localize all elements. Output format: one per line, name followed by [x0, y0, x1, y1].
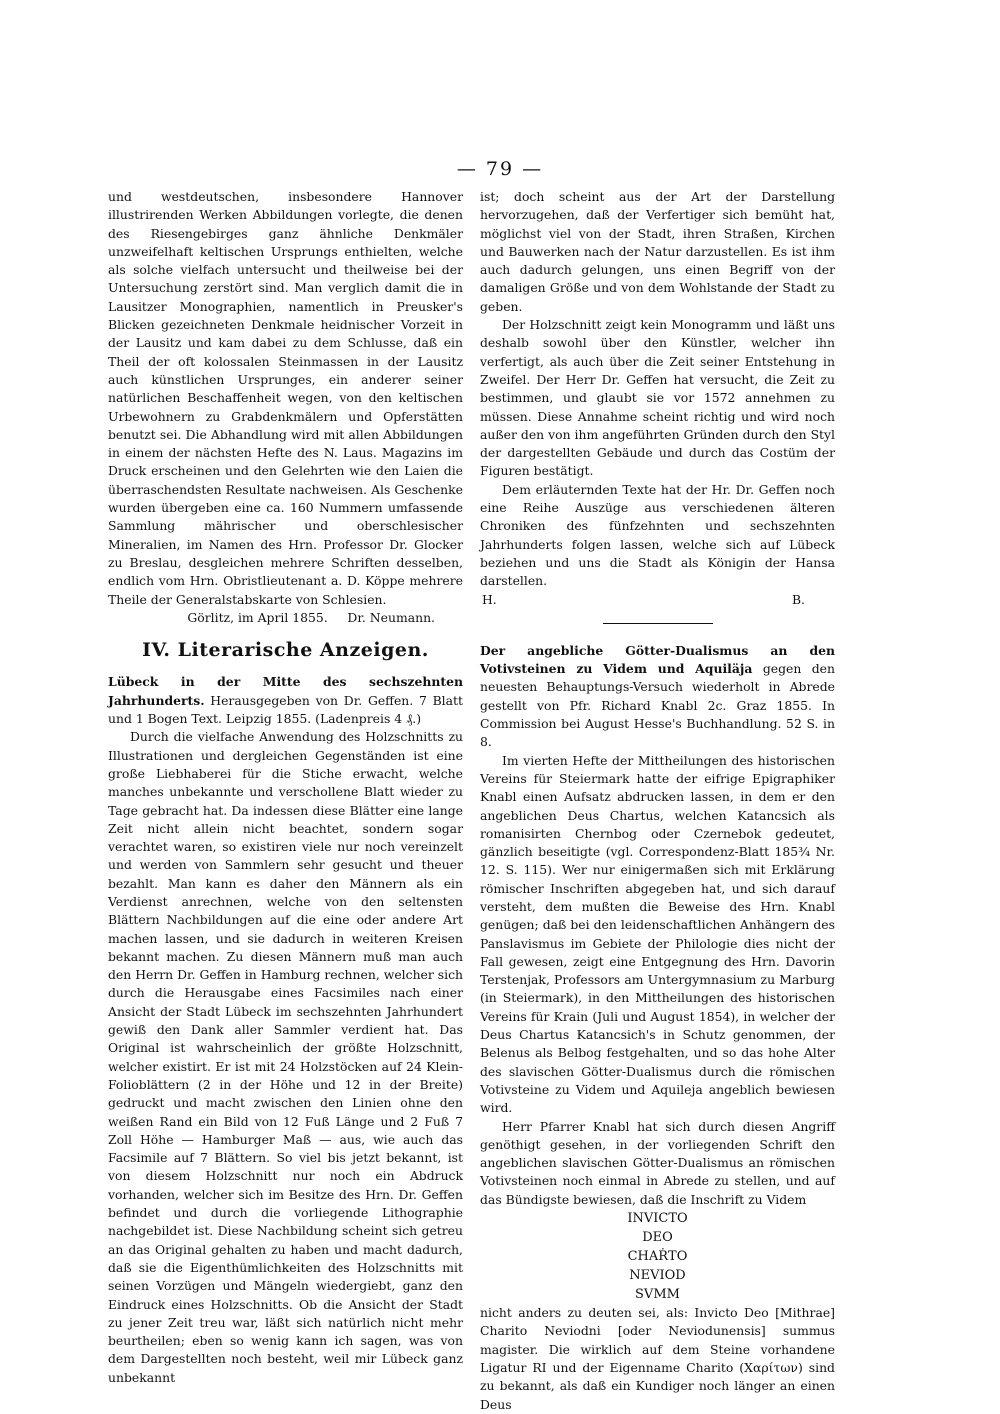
paragraph: nicht anders zu deuten sei, als: Invicto Deo [Mithrae] Charito Neviodni [oder Neviodunensis] summus magister. Die wirklich auf dem Steine vorhandene Ligatur RI und der Eigenname Charito (Χαρίτων) sind zu bekannt, als daß ein Kundiger noch länger an einen Deus [480, 1305, 835, 1412]
review-title-rest: gegen den neuesten Behauptungs-Versuch wiederholt in Abrede gestellt von Pfr. Richard Knabl 2c. Graz 1855. In Commission bei August Hesse's Buchhandlung. 52 S. in 8. [480, 661, 835, 750]
paragraph: Durch die vielfache Anwendung des Holzschnitts zu Illustrationen und dergleichen Gegenständen ist eine große Liebhaberei für die Stiche erwacht, welche manches unbekannte und verschollene Blatt wieder zu Tage gebracht hat. Da indessen diese Blätter eine lange Zeit nicht allein nicht beachtet, sondern sogar verachtet waren, so existiren viele nur noch vereinzelt und werden von Sammlern sehr gesucht und theuer bezahlt. Man kann es daher den Männern als ein Verdienst anrechnen, welche von den seltensten Blättern Nachbildungen auf die eine oder andere Art machen lassen, und sie dadurch in weiteren Kreisen bekannt machen. Zu diesen Männern muß man auch den Herrn Dr. Geffen in Hamburg rechnen, welcher sich durch die Herausgabe eines Facsimiles nach einer Ansicht der Stadt Lübeck im sechszehnten Jahrhundert gewiß den Dank aller Sammler verdient hat. Das Original ist wahrscheinlich der größte Holzschnitt, welcher existirt. Er ist mit 24 Holzstöcken auf 24 Klein-Folioblättern (2 in der Höhe und 12 in der Breite) gedruckt und macht zwischen den Linien ohne den weißen Rand ein Bild von 12 Fuß Länge und 2 Fuß 7 Zoll Höhe — Hamburger Maß — aus, wie auch das Facsimile auf 7 Blättern. So viel bis jetzt bekannt, ist von diesem Holzschnitt nur noch ein Abdruck vorhanden, welcher sich im Besitze des Hrn. Dr. Geffen befindet und durch die vorliegende Lithographie nachgebildet ist. Diese Nachbildung scheint sich getreu an das Original gehalten zu haben und macht dadurch, daß sie die Eigenthümlichkeiten des Holzschnitts mit seinen Vorzügen und Mängeln wiedergiebt, ganz den Eindruck eines Holzschnitts. Ob die Ansicht der Stadt zu jener Zeit treu war, läßt sich natürlich nicht mehr beurtheilen; eben so wenig kann ich sagen, was von dem Dargestellten noch besteht, weil mir Lübeck ganz unbekannt [108, 729, 463, 1385]
divider-rule [603, 623, 713, 624]
review-title-bold: Lübeck in der Mitte des sechszehnten Jahrhunderts. [108, 674, 463, 708]
inscription-line: DEO [642, 1230, 673, 1246]
left-column [108, 188, 463, 1387]
review-title-bold: Der angebliche Götter-Dualismus an den Votivsteinen zu Videm und Aquiläja [480, 642, 835, 677]
inscription-line: INVICTO [627, 1211, 688, 1227]
paragraph: Dem erläuternden Texte hat der Hr. Dr. Geffen noch eine Reihe Auszüge aus verschiedenen älteren Chroniken des fünfzehnten und sechszehnten Jahrhunderts folgen lassen, welche sich auf Lübeck beziehen und uns die Stadt als Königin der Hansa darstellen. [480, 481, 835, 589]
signature-initial-b: B. [791, 591, 805, 607]
review-title [480, 642, 835, 752]
paragraph: ist; doch scheint aus der Art der Darstellung hervorzugehen, daß der Verfertiger sich bemüht hat, möglichst viel von der Stadt, ihren Straßen, Kirchen und Bauwerken nach der Natur darzustellen. Es ist ihm auch dadurch gelungen, uns einen Begriff von der damaligen Größe und von dem Wohlstande der Stadt zu geben. [480, 189, 835, 314]
signature: Görlitz, im April 1855. Dr. Neumann. [187, 609, 435, 625]
paragraph: Herr Pfarrer Knabl hat sich durch diesen Angriff genöthigt gesehen, in der vorliegenden Schrift den angeblichen slavischen Götter-Dualismus an römischen Votivsteinen noch einmal in Abrede zu stellen, und auf das Bündigste bewiesen, daß die Inschrift zu Videm [480, 1118, 835, 1207]
inscription [480, 1209, 835, 1304]
inscription-line: SVMM [635, 1287, 680, 1303]
signature-initial-h: H. [482, 591, 497, 607]
page-number: — 79 — [456, 158, 544, 180]
inscription-line: CHAṘTO [627, 1249, 688, 1265]
inscription-line: NEVIOD [629, 1268, 686, 1284]
paragraph: und westdeutschen, insbesondere Hannover illustrirenden Werken Abbildungen vorlegte, die denen des Riesengebirges ganz ähnliche Denkmäler unzweifelhaft keltischen Ursprungs enthielten, welche als solche vielfach untersucht und theilweise bei der Untersuchung zerstört sind. Man verglich damit die in Lausitzer Monographien, namentlich in Preusker's Blicken gezeichneten Denkmale heidnischer Vorzeit in der Lausitz und kam dabei zu dem Schlusse, daß ein Theil der oft kolossalen Steinmassen in der Lausitz auch künstlichen Ursprunges, ein anderer seiner natürlichen Beschaffenheit wegen, von den keltischen Urbewohnern zu Grabdenkmälern und Opferstätten benutzt sei. Die Abhandlung wird mit allen Abbildungen in einem der nächsten Hefte des N. Laus. Magazins im Druck erscheinen und den Gelehrten wie den Laien die überraschendsten Resultate nachweisen. Als Geschenke wurden übergeben eine ca. 160 Nummern umfassende Sammlung mährischer und oberschlesischer Mineralien, im Namen des Hrn. Professor Dr. Glocker zu Breslau, desgleichen mehrere Schriften desselben, endlich vom Hrn. Obristlieutenant a. D. Köppe mehrere Theile der Generalstabskarte von Schlesien. [108, 189, 463, 607]
paragraph: Im vierten Hefte der Mittheilungen des historischen Vereins für Steiermark hatte der eifrige Epigraphiker Knabl einen Aufsatz abdrucken lassen, in dem er den angeblichen Deus Chartus, welchen Katancsich als romanisirten Chernbog oder Czernebok gedeutet, gänzlich beseitigte (vgl. Correspondenz-Blatt 185¾ Nr. 12. S. 115). Wer nur einigermaßen sich mit Erklärung römischer Inschriften abgegeben hat, und sich darauf versteht, dem mußten die Beweise des Hrn. Knabl genügen; daß bei den leidenschaftlichen Anhängern des Panslavismus im Gebiete der Philologie dies nicht der Fall gewesen, zeigt eine Entgegnung des Hrn. Davorin Terstenjak, Professors am Untergymnasium zu Marburg (in Steiermark), in den Mittheilungen des historischen Vereins für Krain (Juli und August 1854), in welcher der Deus Chartus Katancsich's in Schutz genommen, der Belenus als Belbog festgehalten, und so das hohe Alter des slavischen Götter-Dualismus durch die römischen Votivsteine zu Videm und Aquileja angeblich bewiesen wird. [480, 752, 835, 1116]
section-heading: IV. Literarische Anzeigen. [142, 639, 429, 662]
paragraph: Der Holzschnitt zeigt kein Monogramm und läßt uns deshalb sowohl über den Künstler, welcher ihn verfertigt, als auch über die Zeit seiner Entstehung in Zweifel. Der Herr Dr. Geffen hat versucht, die Zeit zu bestimmen, und glaubt sie vor 1572 annehmen zu müssen. Diese Annahme scheint richtig und wird noch außer den von ihm angeführten Gründen durch den Styl der dargestellten Gebäude und durch das Costüm der Figuren bestätigt. [480, 317, 835, 479]
right-column [480, 188, 835, 1414]
signature-initials [480, 591, 835, 609]
review-title-rest: Herausgegeben von Dr. Geffen. 7 Blatt und 1 Bogen Text. Leipzig 1855. (Ladenpreis 4 ₰.) [108, 692, 463, 727]
review-title [108, 673, 463, 728]
